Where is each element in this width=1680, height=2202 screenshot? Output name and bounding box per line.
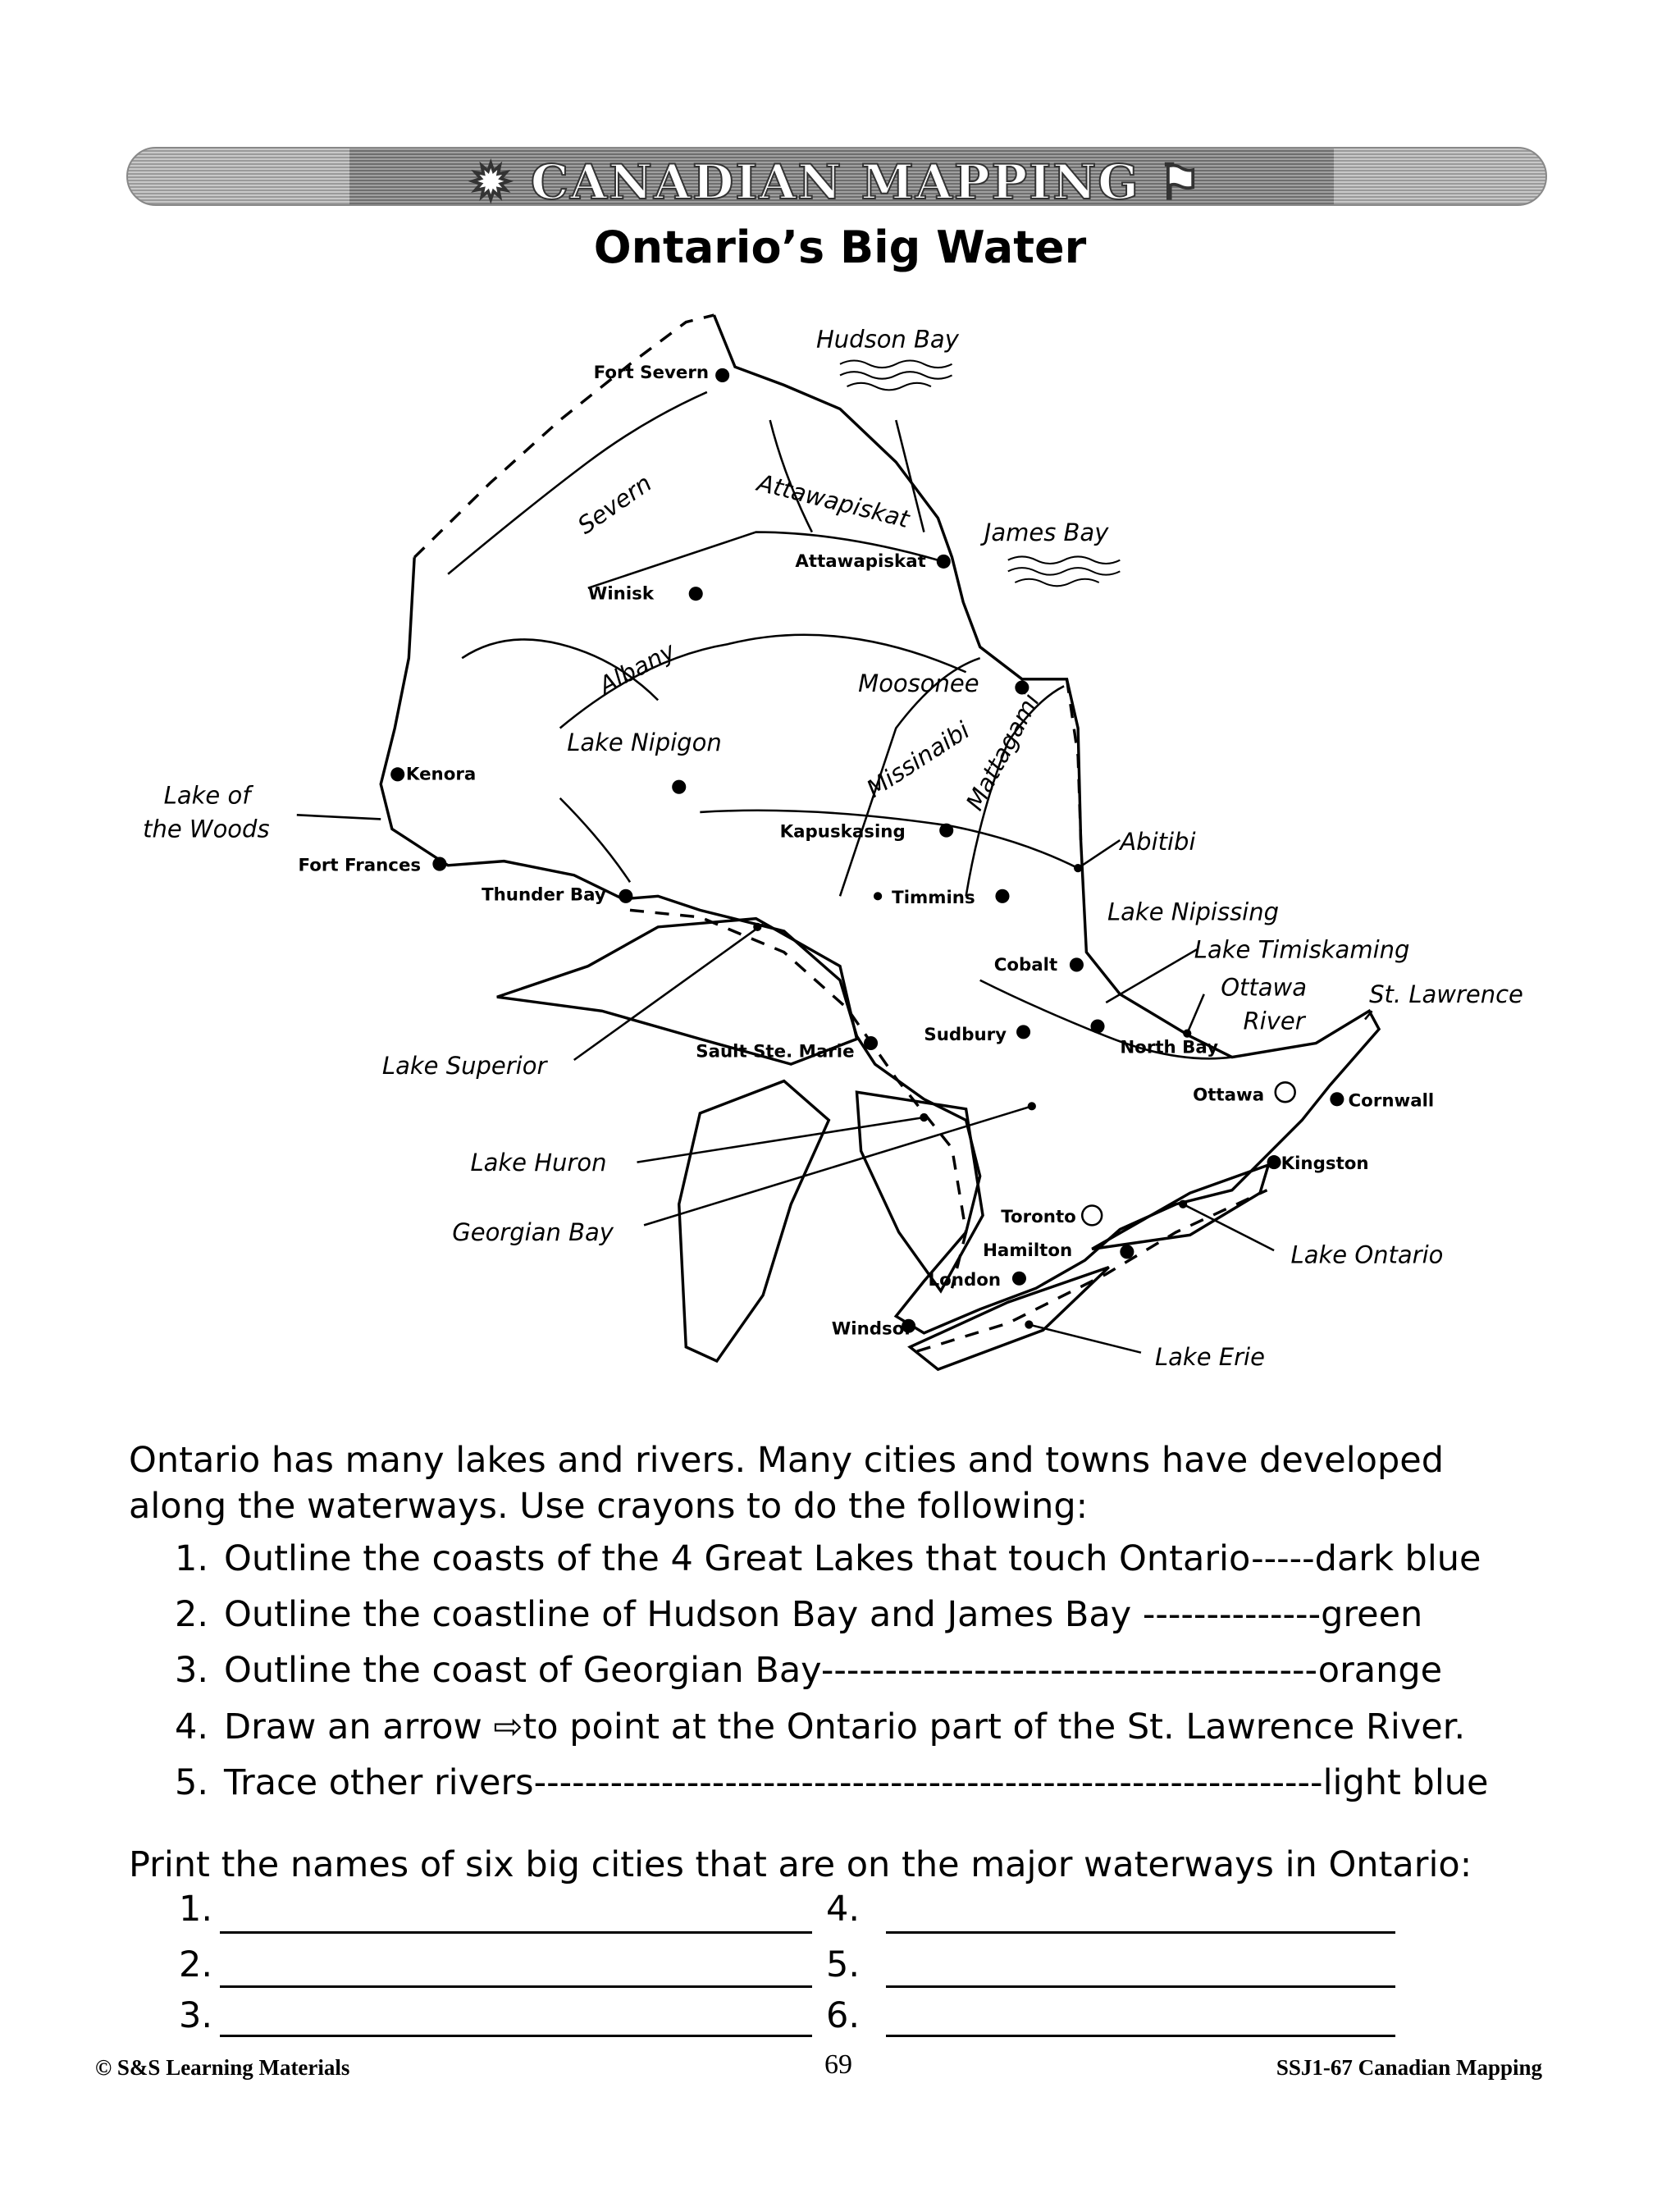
city-kenora: Kenora	[405, 764, 477, 785]
maple-leaf-icon: ✹	[471, 154, 513, 210]
city-cobalt: Cobalt	[993, 954, 1058, 975]
label-missinaibi: Missinaibi	[861, 715, 975, 803]
answer-line-6[interactable]	[886, 2035, 1395, 2037]
city-attawapiskat: Attawapiskat	[795, 551, 926, 573]
city-toronto: Toronto	[1001, 1206, 1076, 1227]
flag-icon: ⚑	[1157, 154, 1203, 210]
instruction-number: 4.	[175, 1706, 209, 1747]
city-hamilton: Hamilton	[983, 1240, 1073, 1261]
instruction-number: 2.	[175, 1594, 209, 1635]
label-james-bay: James Bay	[984, 518, 1109, 546]
instruction-number: 1.	[175, 1538, 209, 1579]
answer-number: 1.	[179, 1889, 213, 1930]
lake-huron	[856, 1092, 983, 1291]
label-lake-of: Lake of	[163, 781, 251, 810]
page-title: Ontario’s Big Water	[593, 222, 1087, 273]
label-lake-superior: Lake Superior	[381, 1052, 547, 1080]
city-ottawa: Ottawa	[1193, 1085, 1265, 1106]
answer-line-2[interactable]	[220, 1985, 812, 1988]
answer-line-3[interactable]	[220, 2035, 812, 2037]
city-thunder-bay: Thunder Bay	[482, 884, 606, 906]
answer-number: 5.	[826, 1944, 861, 1985]
instruction-number: 3.	[175, 1650, 209, 1691]
answer-line-1[interactable]	[220, 1931, 812, 1934]
city-fort-severn: Fort Severn	[593, 362, 710, 383]
instruction-text: Draw an arrow ⇨to point at the Ontario part of the St. Lawrence River.	[224, 1706, 1466, 1747]
footer-page-number: 69	[824, 2049, 852, 2080]
label-the-woods: the Woods	[143, 815, 270, 843]
label-ottawa-river-1: Ottawa	[1221, 973, 1308, 1002]
instruction-text: Trace other rivers--------------------------------------------------------------light blue	[224, 1762, 1489, 1803]
answer-number: 6.	[826, 1995, 861, 2036]
label-albany: Albany	[594, 636, 680, 700]
answer-line-4[interactable]	[886, 1931, 1395, 1934]
label-st-lawrence: St. Lawrence	[1369, 980, 1523, 1009]
intro-line-2: along the waterways. Use crayons to do the following:	[129, 1486, 1089, 1527]
label-lake-nipigon: Lake Nipigon	[567, 728, 722, 756]
city-cornwall: Cornwall	[1348, 1090, 1435, 1112]
instruction-text: Outline the coast of Georgian Bay---------------------------------------orange	[224, 1650, 1443, 1691]
label-mattagami: Mattagami	[960, 688, 1045, 815]
water-labels	[143, 325, 1523, 1371]
answer-prompt: Print the names of six big cities that are on the major waterways in Ontario:	[129, 1844, 1472, 1885]
instruction-text: Outline the coasts of the 4 Great Lakes that touch Ontario-----dark blue	[224, 1538, 1481, 1579]
label-lake-ontario: Lake Ontario	[1290, 1240, 1444, 1269]
label-lake-nipissing: Lake Nipissing	[1107, 898, 1280, 926]
answer-line-5[interactable]	[886, 1985, 1395, 1988]
footer-copyright: © S&S Learning Materials	[95, 2055, 350, 2080]
label-georgian-bay: Georgian Bay	[452, 1218, 614, 1247]
footer-series: SSJ1-67 Canadian Mapping	[1276, 2055, 1542, 2080]
label-lake-timiskaming: Lake Timiskaming	[1194, 935, 1410, 964]
city-sudbury: Sudbury	[924, 1025, 1007, 1046]
quebec-border	[1066, 679, 1080, 840]
label-attawapiskat: Attawapiskat	[754, 468, 912, 533]
city-windsor: Windsor	[831, 1318, 913, 1340]
leader-lines	[297, 815, 1372, 1352]
river-labels	[573, 468, 1045, 815]
instruction-number: 5.	[175, 1762, 209, 1803]
label-ottawa-river-2: River	[1243, 1007, 1305, 1035]
northwest-border	[414, 315, 714, 557]
city-london: London	[928, 1269, 1002, 1291]
city-kingston: Kingston	[1281, 1154, 1369, 1175]
city-sault-ste-marie: Sault Ste. Marie	[696, 1041, 855, 1062]
answer-number: 4.	[826, 1889, 861, 1930]
label-abitibi: Abitibi	[1120, 827, 1196, 856]
city-north-bay: North Bay	[1120, 1037, 1219, 1058]
lake-michigan	[679, 1081, 829, 1361]
label-lake-erie: Lake Erie	[1155, 1343, 1265, 1372]
city-kapuskasing: Kapuskasing	[779, 821, 906, 843]
answer-number: 3.	[179, 1995, 213, 2036]
city-winisk: Winisk	[587, 583, 655, 605]
city-fort-frances: Fort Frances	[298, 855, 422, 876]
city-moosonee: Moosonee	[858, 669, 979, 698]
instruction-text: Outline the coastline of Hudson Bay and James Bay --------------green	[224, 1594, 1423, 1635]
banner-title-text: CANADIAN MAPPING	[530, 154, 1140, 210]
label-severn: Severn	[572, 468, 657, 540]
label-hudson-bay: Hudson Bay	[815, 325, 959, 354]
label-lake-huron: Lake Huron	[470, 1148, 607, 1176]
intro-line-1: Ontario has many lakes and rivers. Many cities and towns have developed	[129, 1440, 1444, 1481]
answer-number: 2.	[179, 1944, 213, 1985]
city-timmins: Timmins	[892, 887, 975, 908]
